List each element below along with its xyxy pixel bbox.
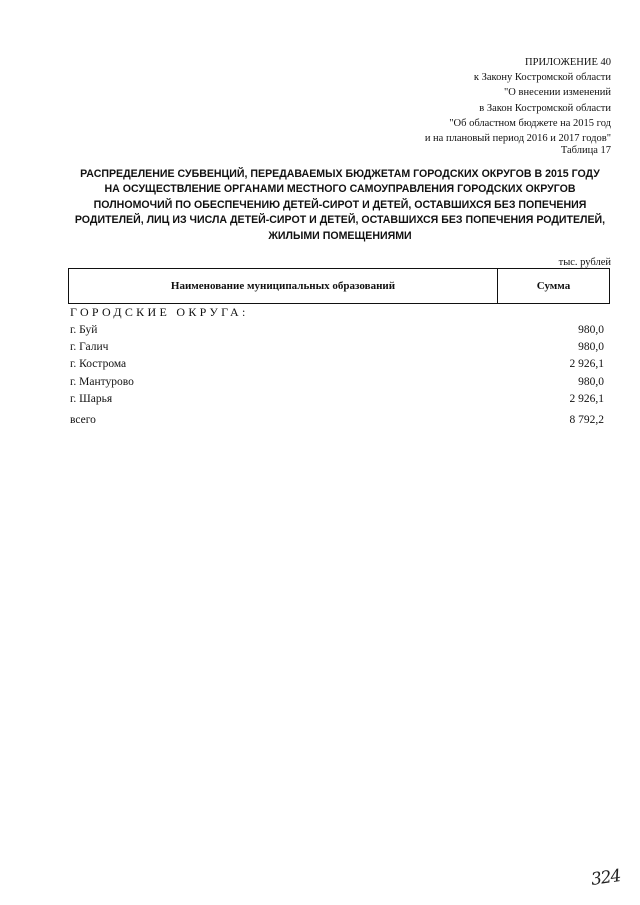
table-body bbox=[70, 322, 604, 408]
section-label: ГОРОДСКИЕ ОКРУГА: bbox=[70, 305, 249, 319]
column-header-sum: Сумма bbox=[536, 280, 571, 292]
row-name: г. Кострома bbox=[70, 358, 127, 371]
table-row bbox=[70, 356, 604, 373]
table-row bbox=[70, 374, 604, 391]
row-name: г. Шарья bbox=[70, 392, 113, 405]
row-name: г. Мантурово bbox=[70, 375, 134, 388]
table-row bbox=[70, 339, 604, 356]
table-number: Таблица 17 bbox=[560, 145, 611, 156]
row-name: г. Буй bbox=[70, 324, 98, 336]
appendix-line: и на плановый период 2016 и 2017 годов" bbox=[424, 133, 611, 145]
total-label: всего bbox=[70, 414, 96, 426]
table-row bbox=[70, 322, 604, 339]
title-line: РОДИТЕЛЕЙ, ЛИЦ ИЗ ЧИСЛА ДЕТЕЙ-СИРОТ И ДЕТЕЙ, ОСТАВШИХСЯ БЕЗ ПОПЕЧЕНИЯ РОДИТЕЛЕЙ, bbox=[74, 214, 606, 227]
table-header bbox=[68, 268, 610, 304]
title-line: РАСПРЕДЕЛЕНИЕ СУБВЕНЦИЙ, ПЕРЕДАВАЕМЫХ БЮДЖЕТАМ ГОРОДСКИХ ОКРУГОВ В 2015 ГОДУ bbox=[80, 168, 600, 180]
appendix-line: "О внесении изменений bbox=[504, 87, 611, 99]
row-sum: 2 926,1 bbox=[569, 358, 604, 371]
handwritten-page-number: 324 bbox=[589, 866, 622, 890]
appendix-line: в Закон Костромской области bbox=[479, 102, 611, 114]
row-sum: 2 926,1 bbox=[569, 392, 604, 405]
row-sum: 980,0 bbox=[578, 324, 604, 336]
total-row bbox=[70, 412, 604, 429]
appendix-line: "Об областном бюджете на 2015 год bbox=[449, 117, 611, 129]
title-line: ЖИЛЫМИ ПОМЕЩЕНИЯМИ bbox=[268, 229, 412, 242]
title-line: НА ОСУЩЕСТВЛЕНИЕ ОРГАНАМИ МЕСТНОГО САМОУПРАВЛЕНИЯ ГОРОДСКИХ ОКРУГОВ bbox=[104, 183, 576, 196]
row-name: г. Галич bbox=[70, 341, 109, 354]
appendix-reference bbox=[425, 55, 611, 146]
document-title bbox=[60, 167, 620, 244]
table-row bbox=[70, 391, 604, 408]
units-label: тыс. рублей bbox=[558, 257, 611, 268]
row-sum: 980,0 bbox=[578, 375, 604, 388]
column-header-name: Наименование муниципальных образований bbox=[69, 269, 498, 303]
appendix-line: ПРИЛОЖЕНИЕ 40 bbox=[525, 57, 611, 68]
title-line: ПОЛНОМОЧИЙ ПО ОБЕСПЕЧЕНИЮ ДЕТЕЙ-СИРОТ И ДЕТЕЙ, ОСТАВШИХСЯ БЕЗ ПОПЕЧЕНИЯ bbox=[93, 198, 587, 211]
row-sum: 980,0 bbox=[578, 341, 604, 354]
appendix-line: к Закону Костромской области bbox=[473, 72, 611, 84]
total-sum: 8 792,2 bbox=[569, 414, 604, 426]
